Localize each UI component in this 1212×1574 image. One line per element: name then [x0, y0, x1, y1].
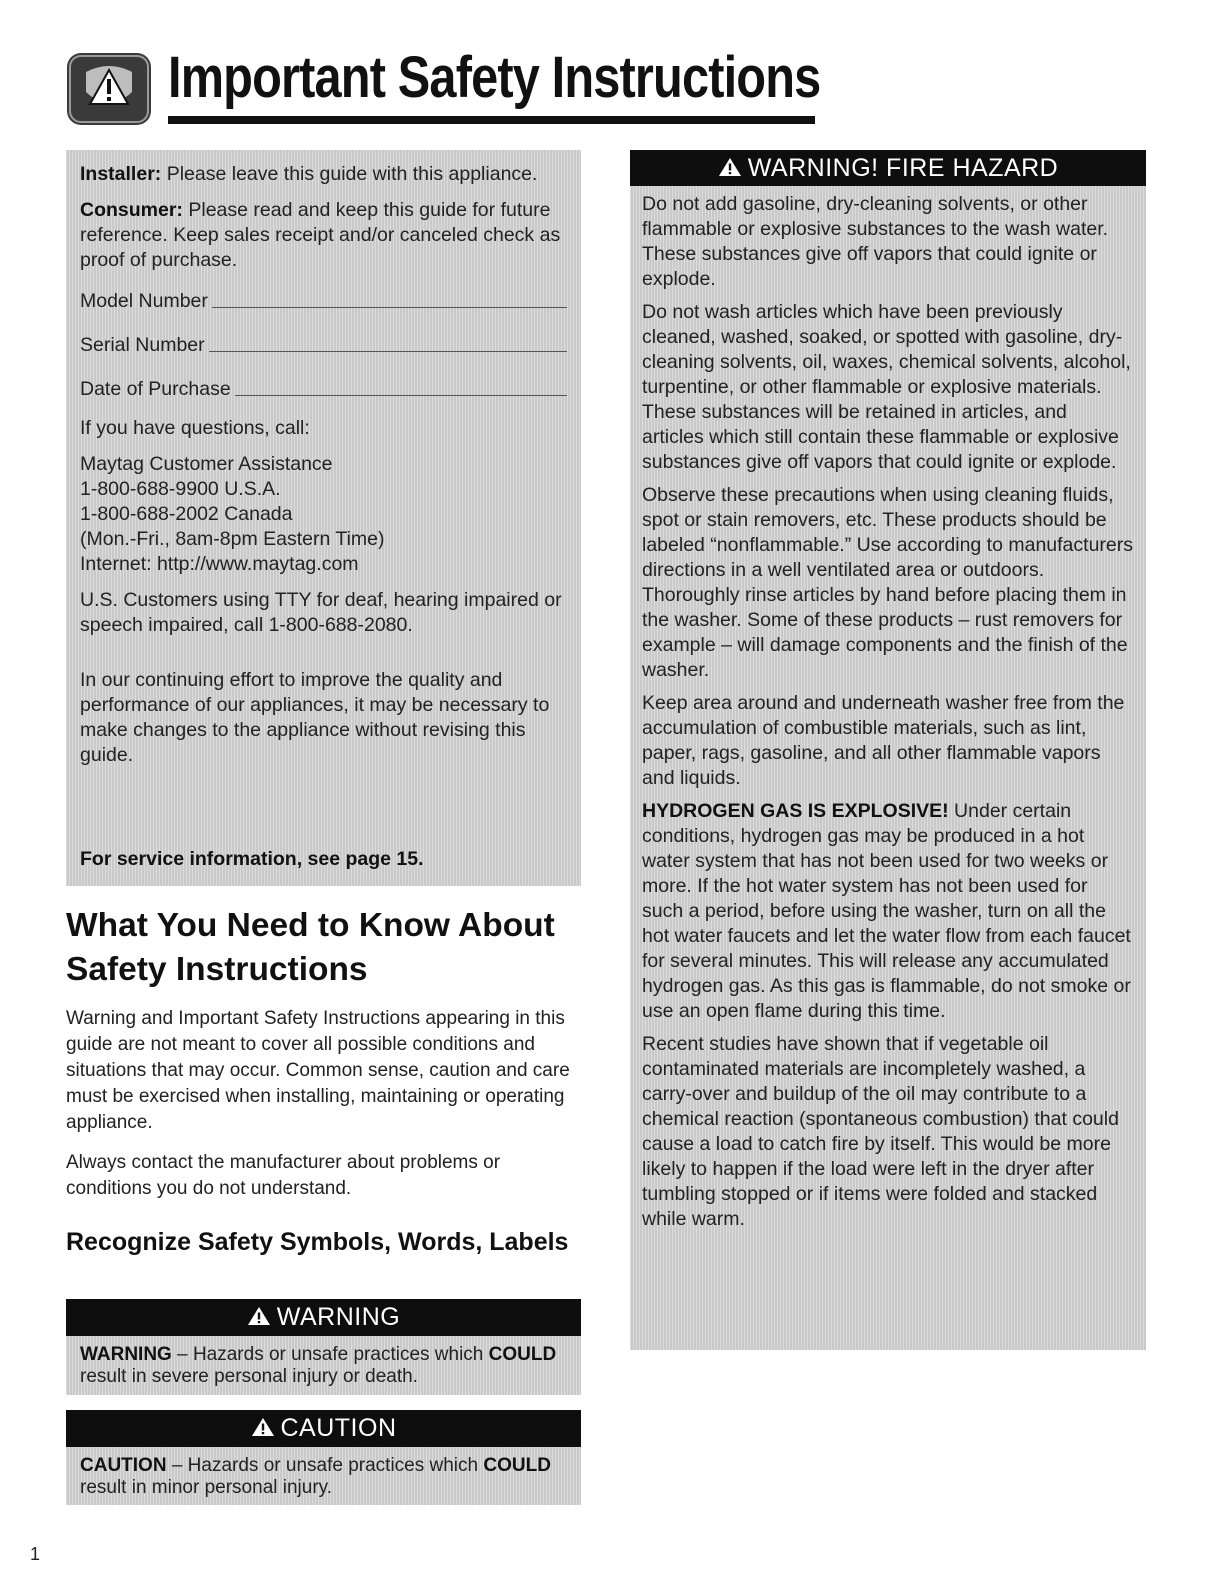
warning-lead: WARNING — [80, 1344, 172, 1365]
caution-lead: CAUTION — [80, 1455, 167, 1476]
contact-line: 1-800-688-9900 U.S.A. — [80, 478, 281, 500]
section-heading-know: What You Need to Know About Safety Instructions — [66, 907, 555, 988]
warning-emphasis: COULD — [488, 1344, 557, 1365]
caution-text-b: result in minor personal injury. — [80, 1477, 333, 1498]
contact-block — [80, 452, 567, 577]
warning-hand-icon — [66, 52, 152, 126]
model-number-field[interactable] — [80, 284, 567, 314]
date-of-purchase-line[interactable] — [235, 378, 567, 396]
website-link[interactable]: Internet: http://www.maytag.com — [80, 553, 359, 575]
installer-text: Please leave this guide with this appliance. — [161, 163, 538, 185]
caution-text-a: – Hazards or unsafe practices which — [166, 1455, 484, 1476]
hydrogen-warning-lead: HYDROGEN GAS IS EXPLOSIVE! — [642, 800, 949, 822]
consumer-label: Consumer: — [80, 199, 183, 221]
know-paragraph-2: Always contact the manufacturer about problems or conditions you do not understand. — [66, 1152, 501, 1199]
warning-signal-title: WARNING — [276, 1303, 401, 1331]
page-title: Important Safety Instructions — [168, 45, 821, 110]
caution-signal-body — [66, 1447, 581, 1505]
page-number: 1 — [30, 1544, 41, 1564]
model-number-line[interactable] — [212, 290, 567, 308]
date-of-purchase-label: Date of Purchase — [80, 378, 231, 400]
contact-line: 1-800-688-2002 Canada — [80, 503, 293, 525]
title-underline — [168, 116, 815, 124]
page-header — [66, 40, 821, 125]
alert-triangle-icon — [718, 157, 742, 177]
warning-signal-header — [66, 1299, 581, 1336]
fire-paragraph-4: Keep area around and underneath washer free from the accumulation of combustible materials, such as lint, paper, rags, gasoline, and all other flammable vapors and liquids. — [642, 692, 1125, 789]
fire-paragraph-1: Do not add gasoline, dry-cleaning solvents, or other flammable or explosive substances to the wash water. These substances give off vapors that could ignite or explode. — [642, 193, 1109, 290]
date-of-purchase-field[interactable] — [80, 372, 567, 402]
caution-emphasis: COULD — [483, 1455, 551, 1476]
fire-paragraph-2: Do not wash articles which have been previously cleaned, washed, soaked, or spotted with gasoline, dry-cleaning solvents, oil, waxes, chemical solvents, alcohol, turpentine, or other flammable or explosive materials. These substances will be retained in articles, and articles which still contain these flammable or explosive substances give off vapors that could ignite or explode. — [642, 301, 1131, 473]
know-paragraph-1: Warning and Important Safety Instructions appearing in this guide are not meant to cover all possible conditions and situations that may occur. Common sense, caution and care must be exercised when installing, maintaining or operating appliance. — [66, 1008, 570, 1133]
warning-signal-box — [66, 1299, 581, 1395]
warning-text-a: – Hazards or unsafe practices which — [171, 1344, 489, 1365]
fire-hazard-title: WARNING! FIRE HAZARD — [747, 154, 1059, 182]
fire-hazard-box — [630, 150, 1146, 1350]
model-number-label: Model Number — [80, 290, 208, 312]
alert-triangle-icon — [251, 1417, 275, 1437]
fire-hazard-header — [630, 150, 1146, 186]
serial-number-label: Serial Number — [80, 334, 205, 356]
caution-signal-box — [66, 1410, 581, 1505]
installer-note — [80, 162, 567, 187]
caution-signal-header — [66, 1410, 581, 1447]
alert-triangle-icon — [247, 1306, 271, 1326]
tty-text: U.S. Customers using TTY for deaf, hearing impaired or speech impaired, call 1-800-688-2080. — [80, 589, 562, 636]
section-heading-symbols: Recognize Safety Symbols, Words, Labels — [66, 1228, 569, 1256]
installer-label: Installer: — [80, 163, 162, 185]
warning-text-b: result in severe personal injury or death. — [80, 1366, 418, 1387]
installer-info-box — [66, 150, 581, 886]
consumer-text: Please read and keep this guide for future reference. Keep sales receipt and/or canceled check as proof of purchase. — [80, 199, 561, 271]
contact-line: Maytag Customer Assistance — [80, 453, 333, 475]
fire-paragraph-5 — [642, 799, 1134, 1024]
serial-number-line[interactable] — [209, 334, 567, 352]
fire-hazard-body — [630, 186, 1146, 1350]
hydrogen-warning-text: Under certain conditions, hydrogen gas may be produced in a hot water system that has not been used for two weeks or more. If the hot water system has not been used for such a period, before using the washer, turn on all the hot water faucets and let the water flow from each faucet for several minutes. This will release any accumulated hydrogen gas. As this gas is flammable, do not smoke or use an open flame during this time. — [642, 800, 1131, 1022]
warning-signal-body — [66, 1336, 581, 1395]
consumer-note — [80, 198, 567, 273]
questions-text: If you have questions, call: — [80, 417, 310, 439]
fire-paragraph-3: Observe these precautions when using cleaning fluids, spot or stain removers, etc. These products should be labeled “nonflammable.” Use according to manufacturers directions in a well ventilated area or outdoors. Thoroughly rinse articles by hand before placing them in the washer. Some of these products – rust removers for example – will damage components and the finish of the washer. — [642, 484, 1133, 681]
improvement-text: In our continuing effort to improve the quality and performance of our appliances, it may be necessary to make changes to the appliance without revising this guide. — [80, 669, 550, 766]
fire-paragraph-6: Recent studies have shown that if vegetable oil contaminated materials are incompletely washed, a carry-over and buildup of the oil may contribute to a chemical reaction (spontaneous combustion) that could cause a load to catch fire by itself. This would be more likely to happen if the load were left in the dryer after tumbling stopped or if items were folded and stacked while warm. — [642, 1033, 1119, 1230]
caution-signal-title: CAUTION — [280, 1414, 397, 1442]
contact-line: (Mon.-Fri., 8am-8pm Eastern Time) — [80, 528, 385, 550]
service-info-text: For service information, see page 15. — [80, 848, 424, 870]
serial-number-field[interactable] — [80, 328, 567, 358]
